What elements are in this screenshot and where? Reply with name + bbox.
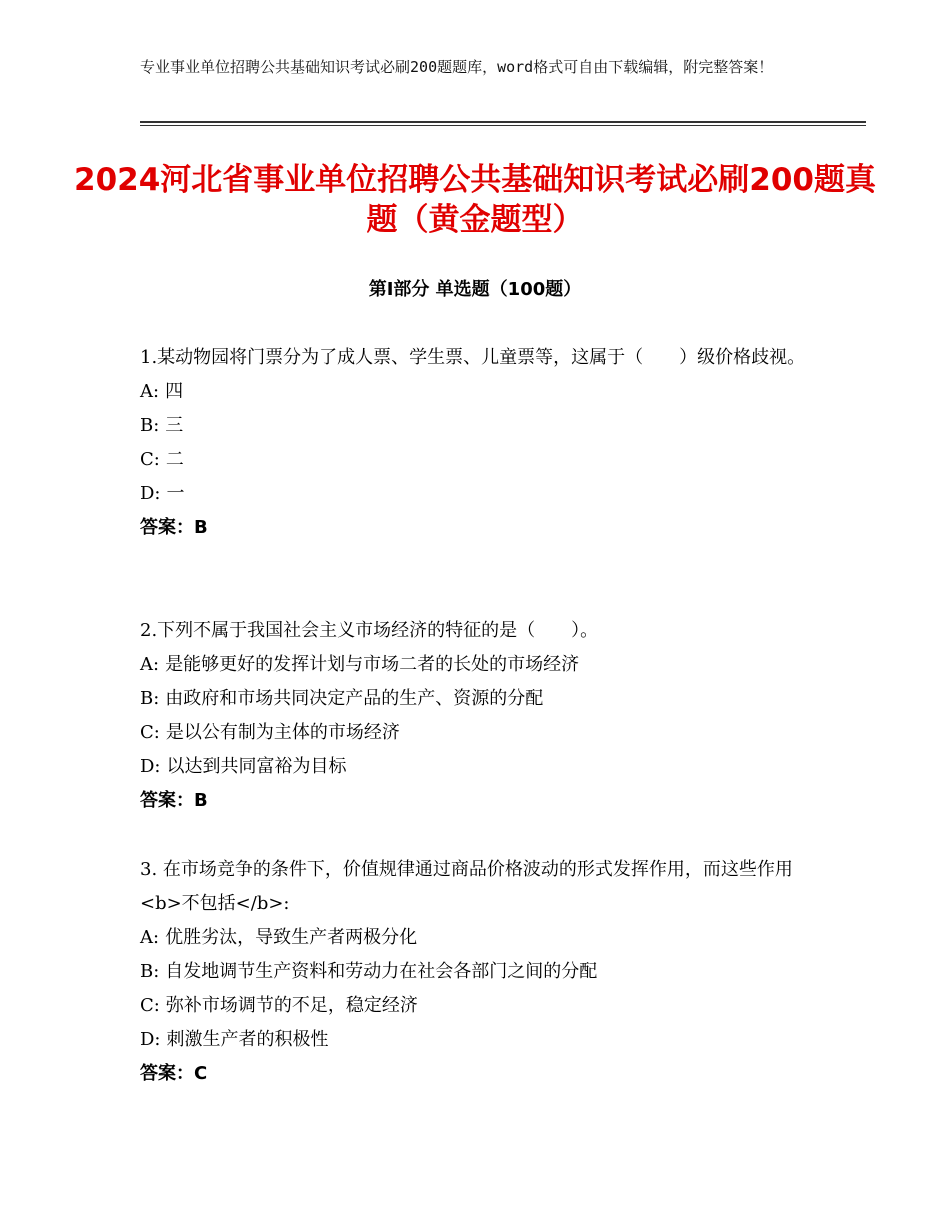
option-text: 二 [165,449,184,470]
section-heading: 第Ⅰ部分 单选题（100题） [368,279,582,300]
option-label: C: [140,995,160,1016]
header-note: 专业事业单位招聘公共基础知识考试必刷200题题库，word格式可自由下载编辑，附完整答案！ [140,58,774,76]
option-a [140,648,820,682]
option-label: D: [140,1029,161,1050]
answer: 答案：C [140,1063,208,1084]
option-d [140,750,820,784]
question-stem: 3. 在市场竞争的条件下，价值规律通过商品价格波动的形式发挥作用，而这些作用<b>不包括</b>: [140,859,793,914]
option-c [140,989,820,1023]
option-label: C: [140,722,160,743]
option-text: 刺激生产者的积极性 [166,1029,329,1050]
question-2 [140,614,820,818]
option-label: A: [140,927,160,948]
header-divider [140,121,866,127]
option-label: C: [140,449,160,470]
option-text: 弥补市场调节的不足，稳定经济 [165,995,418,1016]
option-c [140,443,820,477]
option-label: B: [140,688,160,709]
option-text: 三 [165,415,184,436]
option-text: 以达到共同富裕为目标 [166,756,347,777]
question-3 [140,853,820,1091]
option-label: B: [140,961,160,982]
option-a [140,375,820,409]
option-b [140,955,820,989]
option-a [140,921,820,955]
option-text: 自发地调节生产资料和劳动力在社会各部门之间的分配 [165,961,598,982]
option-label: B: [140,415,160,436]
option-text: 优胜劣汰，导致生产者两极分化 [165,927,418,948]
option-c [140,716,820,750]
document-title: 2024河北省事业单位招聘公共基础知识考试必刷200题真题（黄金题型） [74,162,876,238]
option-text: 是能够更好的发挥计划与市场二者的长处的市场经济 [165,654,580,675]
question-stem: 1.某动物园将门票分为了成人票、学生票、儿童票等，这属于（ ）级价格歧视。 [140,347,806,368]
option-d [140,1023,820,1057]
option-text: 由政府和市场共同决定产品的生产、资源的分配 [165,688,544,709]
option-label: A: [140,381,160,402]
option-label: D: [140,756,161,777]
option-label: D: [140,483,161,504]
option-b [140,409,820,443]
option-text: 四 [165,381,184,402]
option-d [140,477,820,511]
answer: 答案：B [140,790,208,811]
answer: 答案：B [140,517,208,538]
option-text: 是以公有制为主体的市场经济 [165,722,400,743]
question-stem: 2.下列不属于我国社会主义市场经济的特征的是（ ）。 [140,620,599,641]
option-text: 一 [166,483,185,504]
question-1 [140,341,820,545]
option-label: A: [140,654,160,675]
option-b [140,682,820,716]
